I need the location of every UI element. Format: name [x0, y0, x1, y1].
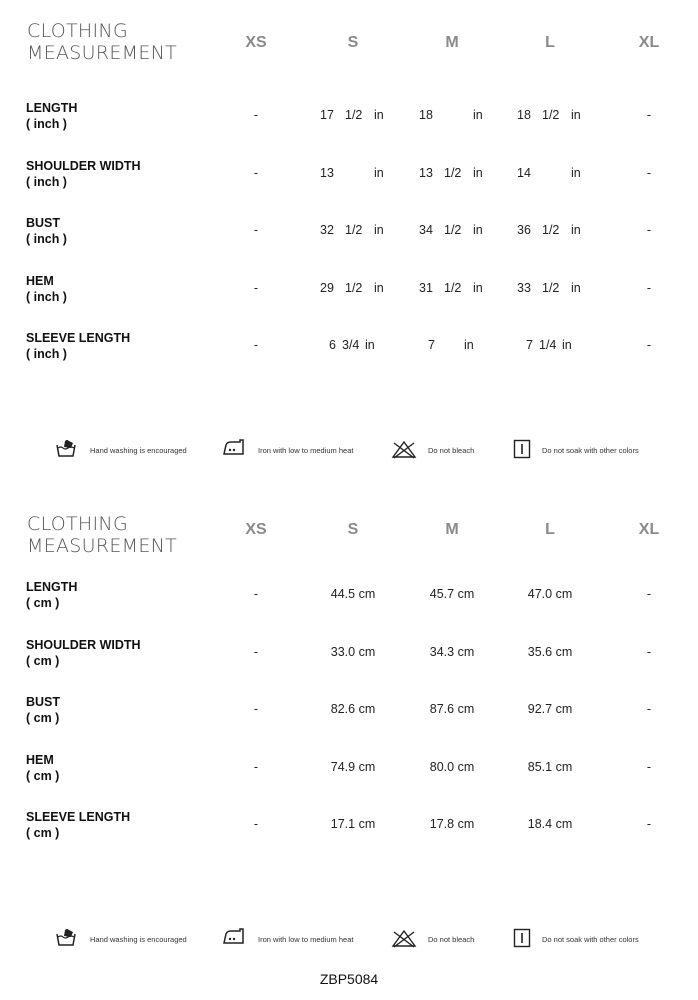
value-cell-l: 85.1 cm: [527, 759, 573, 774]
size-header-m: M: [445, 34, 459, 51]
value-cell-s: 74.9 cm: [330, 759, 376, 774]
row-label: [26, 330, 130, 362]
value-cell-xl: -: [646, 165, 652, 180]
value-unit: in: [473, 165, 483, 180]
value-cell-m: 87.6 cm: [429, 702, 475, 716]
row-label: [26, 215, 67, 247]
hand-wash-icon: [55, 439, 77, 464]
value-cell-m: 34.3 cm: [429, 644, 475, 659]
measure-unit: ( cm ): [26, 653, 60, 668]
value-unit: in: [571, 108, 581, 122]
value-unit: in: [473, 108, 483, 122]
size-header-xs: XS: [245, 34, 267, 51]
value-cell-xl: -: [646, 587, 652, 601]
value-cell-xs: -: [253, 644, 259, 659]
no-soak-icon: [513, 439, 531, 464]
value-cell-m: [419, 166, 489, 182]
value-whole: 6: [329, 338, 336, 352]
measure-unit: ( inch ): [26, 174, 67, 189]
value-whole: 33: [517, 280, 531, 295]
value-cell-m: [419, 338, 489, 354]
value-cell-xs: -: [253, 587, 259, 601]
value-whole: 13: [419, 165, 433, 180]
value-whole: 34: [419, 223, 433, 237]
measure-name: SLEEVE LENGTH: [26, 331, 131, 345]
measure-unit: ( inch ): [26, 232, 67, 246]
value-fraction: 1/2: [444, 165, 462, 180]
value-whole: 29: [320, 280, 334, 295]
care-text: Hand washing is encouraged: [90, 446, 187, 455]
value-cell-m: 45.7 cm: [429, 587, 475, 601]
size-header-xl: XL: [638, 521, 660, 538]
row-label: [26, 637, 141, 669]
value-cell-xs: -: [253, 817, 259, 831]
measure-unit: ( cm ): [26, 826, 60, 840]
no-bleach-icon: [391, 439, 417, 464]
value-unit: in: [571, 223, 581, 237]
size-header-s: S: [347, 521, 359, 538]
table-row: [0, 579, 698, 613]
value-cell-m: [419, 281, 489, 297]
value-unit: in: [562, 338, 572, 352]
value-cell-s: [320, 108, 390, 124]
value-unit: in: [374, 165, 384, 180]
value-unit: in: [365, 338, 375, 352]
title-line1: CLOTHING: [27, 20, 128, 42]
value-cell-s: [320, 281, 390, 297]
value-cell-xl: -: [646, 280, 652, 295]
value-whole: 18: [517, 108, 531, 122]
product-code: ZBP5084: [319, 971, 379, 987]
table-row: [0, 809, 698, 843]
value-unit: in: [464, 338, 474, 352]
table-row: [0, 330, 698, 364]
section-title: [27, 20, 177, 64]
table-row: [0, 694, 698, 728]
value-cell-l: 18.4 cm: [527, 817, 573, 831]
value-cell-xl: -: [646, 223, 652, 237]
value-whole: 31: [419, 280, 433, 295]
care-text: Do not bleach: [428, 446, 475, 455]
value-unit: in: [473, 223, 483, 237]
size-header-s: S: [347, 34, 359, 51]
value-cell-s: [320, 166, 390, 182]
table-row: [0, 100, 698, 134]
value-unit: in: [571, 280, 581, 295]
care-text: Do not bleach: [428, 935, 475, 944]
value-cell-xs: -: [253, 223, 259, 237]
value-whole: 13: [320, 165, 334, 180]
value-unit: in: [374, 223, 384, 237]
value-cell-m: [419, 223, 489, 239]
table-row: [0, 215, 698, 249]
measure-unit: ( inch ): [26, 289, 67, 304]
value-cell-m: 80.0 cm: [429, 759, 475, 774]
value-cell-l: 35.6 cm: [527, 644, 573, 659]
row-label: [26, 100, 77, 132]
measure-name: LENGTH: [26, 580, 78, 594]
value-cell-s: [320, 223, 390, 239]
value-cell-l: 47.0 cm: [527, 587, 573, 601]
measure-unit: ( cm ): [26, 711, 60, 725]
value-cell-s: 33.0 cm: [330, 644, 376, 659]
row-label: [26, 809, 130, 841]
value-fraction: 1/2: [542, 108, 560, 122]
value-unit: in: [571, 165, 581, 180]
title-line2: MEASUREMENT: [27, 535, 178, 557]
value-cell-xl: -: [646, 817, 652, 831]
measure-unit: ( cm ): [26, 768, 60, 783]
care-text: Do not soak with other colors: [542, 446, 639, 455]
row-label: [26, 579, 77, 611]
value-cell-s: 17.1 cm: [330, 817, 376, 831]
measure-unit: ( inch ): [26, 117, 67, 131]
iron-icon: [222, 928, 246, 951]
value-fraction: 1/2: [444, 223, 462, 237]
value-cell-m: [419, 108, 489, 124]
table-row: [0, 637, 698, 671]
value-fraction: 1/2: [444, 280, 462, 295]
value-cell-xs: -: [253, 108, 259, 122]
value-cell-l: [517, 166, 587, 182]
value-cell-xl: -: [646, 338, 652, 352]
measure-name: SHOULDER WIDTH: [26, 637, 141, 652]
measure-name: LENGTH: [26, 101, 78, 115]
cm-section: [0, 496, 698, 966]
value-whole: 7: [526, 338, 533, 352]
measure-name: BUST: [26, 216, 61, 230]
row-label: [26, 273, 67, 305]
value-cell-xl: -: [646, 108, 652, 122]
row-label: [26, 694, 60, 726]
measure-unit: ( inch ): [26, 347, 67, 361]
title-line2: MEASUREMENT: [27, 42, 178, 64]
title-line1: CLOTHING: [27, 513, 128, 535]
value-whole: 14: [517, 165, 531, 180]
value-cell-xs: -: [253, 338, 259, 352]
table-row: [0, 158, 698, 192]
size-header-l: L: [545, 34, 555, 51]
measure-name: BUST: [26, 695, 61, 709]
measure-unit: ( cm ): [26, 596, 60, 610]
iron-icon: [222, 439, 246, 462]
care-text: Do not soak with other colors: [542, 935, 639, 944]
value-fraction: 1/2: [345, 108, 363, 122]
size-header-l: L: [545, 521, 555, 538]
no-bleach-icon: [391, 928, 417, 953]
care-text: Hand washing is encouraged: [90, 935, 187, 944]
care-text: Iron with low to medium heat: [258, 935, 354, 944]
value-cell-xl: -: [646, 702, 652, 716]
value-cell-s: 82.6 cm: [330, 702, 376, 716]
value-cell-xs: -: [253, 165, 259, 180]
value-cell-l: [517, 223, 587, 239]
measure-name: SHOULDER WIDTH: [26, 158, 141, 173]
value-whole: 7: [428, 338, 435, 352]
value-fraction: 1/2: [542, 223, 560, 237]
value-cell-l: 92.7 cm: [527, 702, 573, 716]
table-row: [0, 752, 698, 786]
value-cell-xs: -: [253, 280, 259, 295]
value-fraction: 3/4: [342, 338, 360, 352]
value-unit: in: [374, 280, 384, 295]
value-whole: 17: [320, 108, 334, 122]
value-cell-xl: -: [646, 759, 652, 774]
value-whole: 32: [320, 223, 334, 237]
size-header-m: M: [445, 521, 459, 538]
row-label: [26, 158, 141, 190]
value-cell-xs: -: [253, 702, 259, 716]
value-fraction: 1/2: [345, 280, 363, 295]
care-text: Iron with low to medium heat: [258, 446, 354, 455]
value-fraction: 1/2: [345, 223, 363, 237]
inch-section: [0, 0, 698, 470]
value-cell-m: 17.8 cm: [429, 817, 475, 831]
measure-name: HEM: [26, 752, 54, 767]
value-whole: 18: [419, 108, 433, 122]
value-fraction: 1/2: [542, 280, 560, 295]
value-cell-s: [320, 338, 390, 354]
value-unit: in: [374, 108, 384, 122]
value-cell-xl: -: [646, 644, 652, 659]
no-soak-icon: [513, 928, 531, 953]
value-cell-l: [517, 281, 587, 297]
value-cell-s: 44.5 cm: [330, 587, 376, 601]
value-unit: in: [473, 280, 483, 295]
size-header-xs: XS: [245, 521, 267, 538]
value-cell-xs: -: [253, 759, 259, 774]
value-whole: 36: [517, 223, 531, 237]
table-row: [0, 273, 698, 307]
value-cell-l: [517, 108, 587, 124]
measure-name: SLEEVE LENGTH: [26, 810, 131, 824]
row-label: [26, 752, 59, 784]
hand-wash-icon: [55, 928, 77, 953]
value-cell-l: [517, 338, 587, 354]
value-fraction: 1/4: [539, 338, 557, 352]
size-header-xl: XL: [638, 34, 660, 51]
section-title: [27, 513, 177, 557]
measure-name: HEM: [26, 273, 54, 288]
